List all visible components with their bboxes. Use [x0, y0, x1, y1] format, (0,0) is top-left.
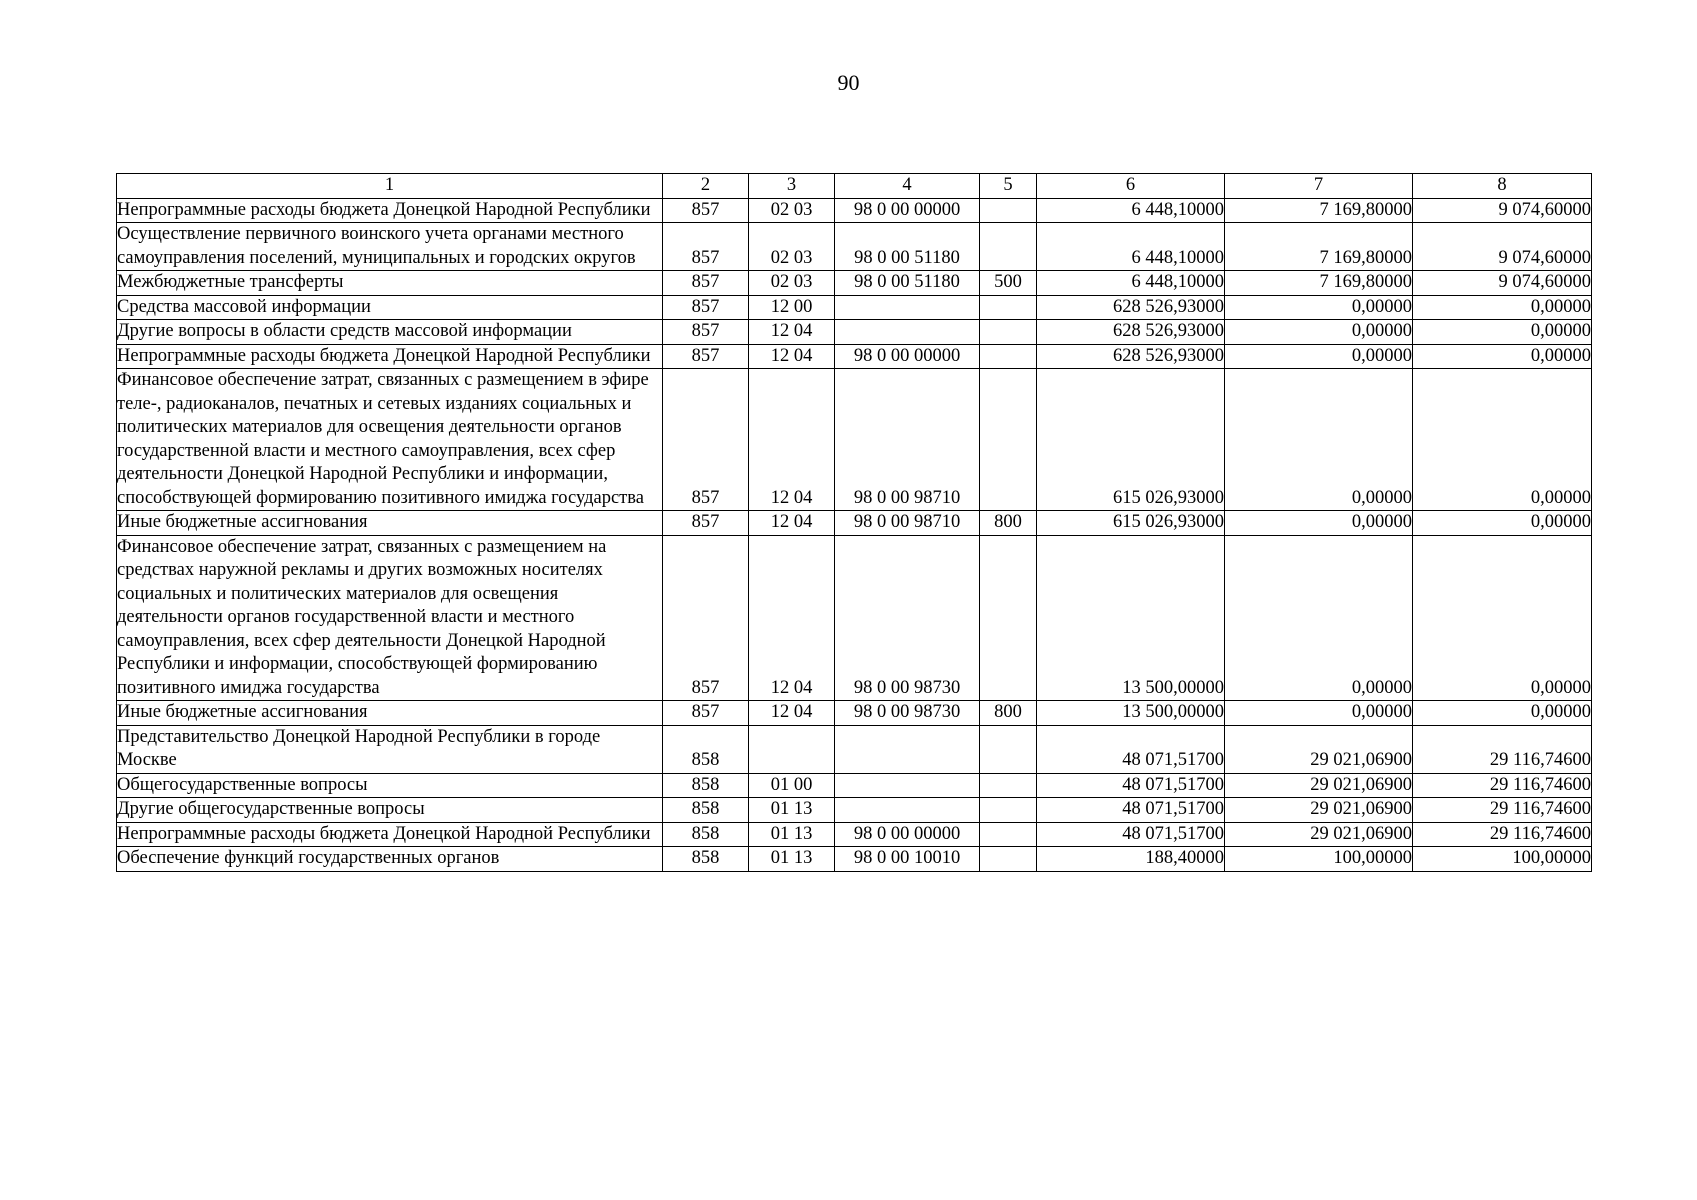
- table-row: [117, 725, 1592, 773]
- cell-expense-type: [980, 773, 1037, 798]
- table-row: [117, 271, 1592, 296]
- cell-name: Другие общегосударственные вопросы: [117, 798, 663, 823]
- cell-article-code: [835, 798, 980, 823]
- cell-amount-8: 0,00000: [1413, 511, 1592, 536]
- cell-section-code: 02 03: [749, 198, 835, 223]
- cell-admin-code: 857: [663, 198, 749, 223]
- cell-amount-8: 9 074,60000: [1413, 223, 1592, 271]
- cell-name: Осуществление первичного воинского учета органами местного самоуправления поселений, муниципальных и городских округов: [117, 223, 663, 271]
- cell-amount-7: 0,00000: [1225, 295, 1413, 320]
- cell-name: Иные бюджетные ассигнования: [117, 511, 663, 536]
- cell-section-code: 01 13: [749, 822, 835, 847]
- cell-amount-7: 7 169,80000: [1225, 271, 1413, 296]
- cell-section-code: 12 04: [749, 701, 835, 726]
- cell-amount-6: 615 026,93000: [1037, 511, 1225, 536]
- cell-amount-6: 6 448,10000: [1037, 223, 1225, 271]
- cell-section-code: [749, 725, 835, 773]
- cell-section-code: 01 13: [749, 847, 835, 872]
- cell-amount-8: 9 074,60000: [1413, 198, 1592, 223]
- cell-expense-type: 800: [980, 701, 1037, 726]
- cell-section-code: 12 04: [749, 535, 835, 701]
- cell-section-code: 01 00: [749, 773, 835, 798]
- cell-name: Средства массовой информации: [117, 295, 663, 320]
- cell-name: Непрограммные расходы бюджета Донецкой Народной Республики: [117, 344, 663, 369]
- cell-name: Финансовое обеспечение затрат, связанных с размещением на средствах наружной рекламы и других возможных носителях социальных и политических материалов для освещения деятельности органов государственной власти и местного самоуправления, всех сфер деятельности Донецкой Народной Республики и информации, способствующей формированию позитивного имиджа государства: [117, 535, 663, 701]
- cell-amount-8: 29 116,74600: [1413, 725, 1592, 773]
- cell-name: Иные бюджетные ассигнования: [117, 701, 663, 726]
- cell-amount-6: 13 500,00000: [1037, 701, 1225, 726]
- cell-amount-8: 0,00000: [1413, 369, 1592, 511]
- table-row: [117, 511, 1592, 536]
- cell-amount-7: 0,00000: [1225, 535, 1413, 701]
- cell-name: Представительство Донецкой Народной Республики в городе Москве: [117, 725, 663, 773]
- cell-admin-code: 857: [663, 320, 749, 345]
- header-cell-5: 5: [980, 174, 1037, 199]
- cell-expense-type: [980, 344, 1037, 369]
- cell-section-code: 12 04: [749, 320, 835, 345]
- header-cell-8: 8: [1413, 174, 1592, 199]
- table-row: [117, 847, 1592, 872]
- cell-amount-7: 7 169,80000: [1225, 198, 1413, 223]
- cell-amount-8: 0,00000: [1413, 320, 1592, 345]
- header-cell-2: 2: [663, 174, 749, 199]
- cell-section-code: 12 04: [749, 369, 835, 511]
- cell-amount-7: 0,00000: [1225, 320, 1413, 345]
- cell-admin-code: 858: [663, 725, 749, 773]
- cell-article-code: [835, 320, 980, 345]
- cell-amount-8: 0,00000: [1413, 295, 1592, 320]
- cell-amount-6: 6 448,10000: [1037, 198, 1225, 223]
- cell-amount-8: 29 116,74600: [1413, 798, 1592, 823]
- table-row: [117, 295, 1592, 320]
- cell-name: Другие вопросы в области средств массовой информации: [117, 320, 663, 345]
- cell-article-code: [835, 295, 980, 320]
- cell-amount-6: 615 026,93000: [1037, 369, 1225, 511]
- cell-amount-6: 48 071,51700: [1037, 822, 1225, 847]
- cell-amount-8: 0,00000: [1413, 535, 1592, 701]
- cell-expense-type: [980, 798, 1037, 823]
- cell-amount-7: 0,00000: [1225, 344, 1413, 369]
- cell-section-code: 02 03: [749, 271, 835, 296]
- cell-amount-8: 0,00000: [1413, 344, 1592, 369]
- table-row: [117, 344, 1592, 369]
- cell-admin-code: 857: [663, 344, 749, 369]
- table-row: [117, 198, 1592, 223]
- cell-expense-type: [980, 295, 1037, 320]
- cell-article-code: 98 0 00 98730: [835, 535, 980, 701]
- cell-amount-7: 7 169,80000: [1225, 223, 1413, 271]
- cell-expense-type: [980, 535, 1037, 701]
- cell-expense-type: [980, 725, 1037, 773]
- cell-amount-7: 100,00000: [1225, 847, 1413, 872]
- cell-amount-7: 29 021,06900: [1225, 798, 1413, 823]
- cell-section-code: 12 04: [749, 511, 835, 536]
- table-row: [117, 535, 1592, 701]
- cell-expense-type: 800: [980, 511, 1037, 536]
- cell-article-code: 98 0 00 98710: [835, 369, 980, 511]
- cell-name: Общегосударственные вопросы: [117, 773, 663, 798]
- table-row: [117, 223, 1592, 271]
- cell-amount-7: 0,00000: [1225, 701, 1413, 726]
- cell-article-code: 98 0 00 00000: [835, 198, 980, 223]
- cell-article-code: [835, 773, 980, 798]
- cell-article-code: 98 0 00 51180: [835, 223, 980, 271]
- cell-amount-6: 6 448,10000: [1037, 271, 1225, 296]
- cell-section-code: 12 00: [749, 295, 835, 320]
- cell-expense-type: [980, 320, 1037, 345]
- cell-article-code: 98 0 00 00000: [835, 344, 980, 369]
- cell-amount-6: 628 526,93000: [1037, 320, 1225, 345]
- cell-admin-code: 858: [663, 773, 749, 798]
- cell-amount-6: 48 071,51700: [1037, 725, 1225, 773]
- cell-article-code: 98 0 00 00000: [835, 822, 980, 847]
- cell-section-code: 01 13: [749, 798, 835, 823]
- cell-name: Непрограммные расходы бюджета Донецкой Народной Республики: [117, 198, 663, 223]
- cell-admin-code: 857: [663, 369, 749, 511]
- cell-amount-6: 13 500,00000: [1037, 535, 1225, 701]
- cell-admin-code: 857: [663, 295, 749, 320]
- cell-expense-type: [980, 223, 1037, 271]
- header-cell-6: 6: [1037, 174, 1225, 199]
- cell-admin-code: 858: [663, 822, 749, 847]
- cell-amount-8: 100,00000: [1413, 847, 1592, 872]
- table-header: [117, 174, 1592, 199]
- cell-amount-6: 48 071,51700: [1037, 798, 1225, 823]
- cell-amount-7: 0,00000: [1225, 511, 1413, 536]
- header-cell-4: 4: [835, 174, 980, 199]
- cell-expense-type: [980, 822, 1037, 847]
- cell-expense-type: [980, 198, 1037, 223]
- cell-admin-code: 857: [663, 223, 749, 271]
- cell-amount-8: 29 116,74600: [1413, 822, 1592, 847]
- cell-expense-type: [980, 369, 1037, 511]
- table-row: [117, 822, 1592, 847]
- table-row: [117, 701, 1592, 726]
- cell-amount-7: 29 021,06900: [1225, 822, 1413, 847]
- cell-article-code: 98 0 00 98710: [835, 511, 980, 536]
- budget-table: [116, 173, 1592, 872]
- cell-article-code: [835, 725, 980, 773]
- cell-article-code: 98 0 00 10010: [835, 847, 980, 872]
- cell-section-code: 02 03: [749, 223, 835, 271]
- cell-name: Финансовое обеспечение затрат, связанных с размещением в эфире теле-, радиоканалов, печатных и сетевых изданиях социальных и политических материалов для освещения деятельности органов государственной власти и местного самоуправления, всех сфер деятельности Донецкой Народной Республики и информации, способствующей формированию позитивного имиджа государства: [117, 369, 663, 511]
- cell-amount-6: 628 526,93000: [1037, 295, 1225, 320]
- cell-amount-8: 9 074,60000: [1413, 271, 1592, 296]
- cell-amount-7: 29 021,06900: [1225, 725, 1413, 773]
- cell-admin-code: 857: [663, 535, 749, 701]
- cell-name: Межбюджетные трансферты: [117, 271, 663, 296]
- cell-expense-type: [980, 847, 1037, 872]
- cell-admin-code: 857: [663, 271, 749, 296]
- cell-article-code: 98 0 00 98730: [835, 701, 980, 726]
- cell-amount-8: 0,00000: [1413, 701, 1592, 726]
- table-row: [117, 320, 1592, 345]
- cell-amount-8: 29 116,74600: [1413, 773, 1592, 798]
- table-row: [117, 369, 1592, 511]
- cell-expense-type: 500: [980, 271, 1037, 296]
- cell-admin-code: 858: [663, 847, 749, 872]
- page-number: 90: [837, 70, 860, 95]
- header-cell-3: 3: [749, 174, 835, 199]
- cell-amount-6: 48 071,51700: [1037, 773, 1225, 798]
- cell-amount-7: 0,00000: [1225, 369, 1413, 511]
- table-row: [117, 798, 1592, 823]
- table-body: [117, 198, 1592, 871]
- cell-amount-7: 29 021,06900: [1225, 773, 1413, 798]
- cell-amount-6: 188,40000: [1037, 847, 1225, 872]
- cell-admin-code: 857: [663, 701, 749, 726]
- header-cell-7: 7: [1225, 174, 1413, 199]
- header-row: [117, 174, 1592, 199]
- cell-name: Обеспечение функций государственных органов: [117, 847, 663, 872]
- cell-amount-6: 628 526,93000: [1037, 344, 1225, 369]
- cell-name: Непрограммные расходы бюджета Донецкой Народной Республики: [117, 822, 663, 847]
- cell-article-code: 98 0 00 51180: [835, 271, 980, 296]
- header-cell-1: 1: [117, 174, 663, 199]
- cell-admin-code: 857: [663, 511, 749, 536]
- table-row: [117, 773, 1592, 798]
- cell-section-code: 12 04: [749, 344, 835, 369]
- cell-admin-code: 858: [663, 798, 749, 823]
